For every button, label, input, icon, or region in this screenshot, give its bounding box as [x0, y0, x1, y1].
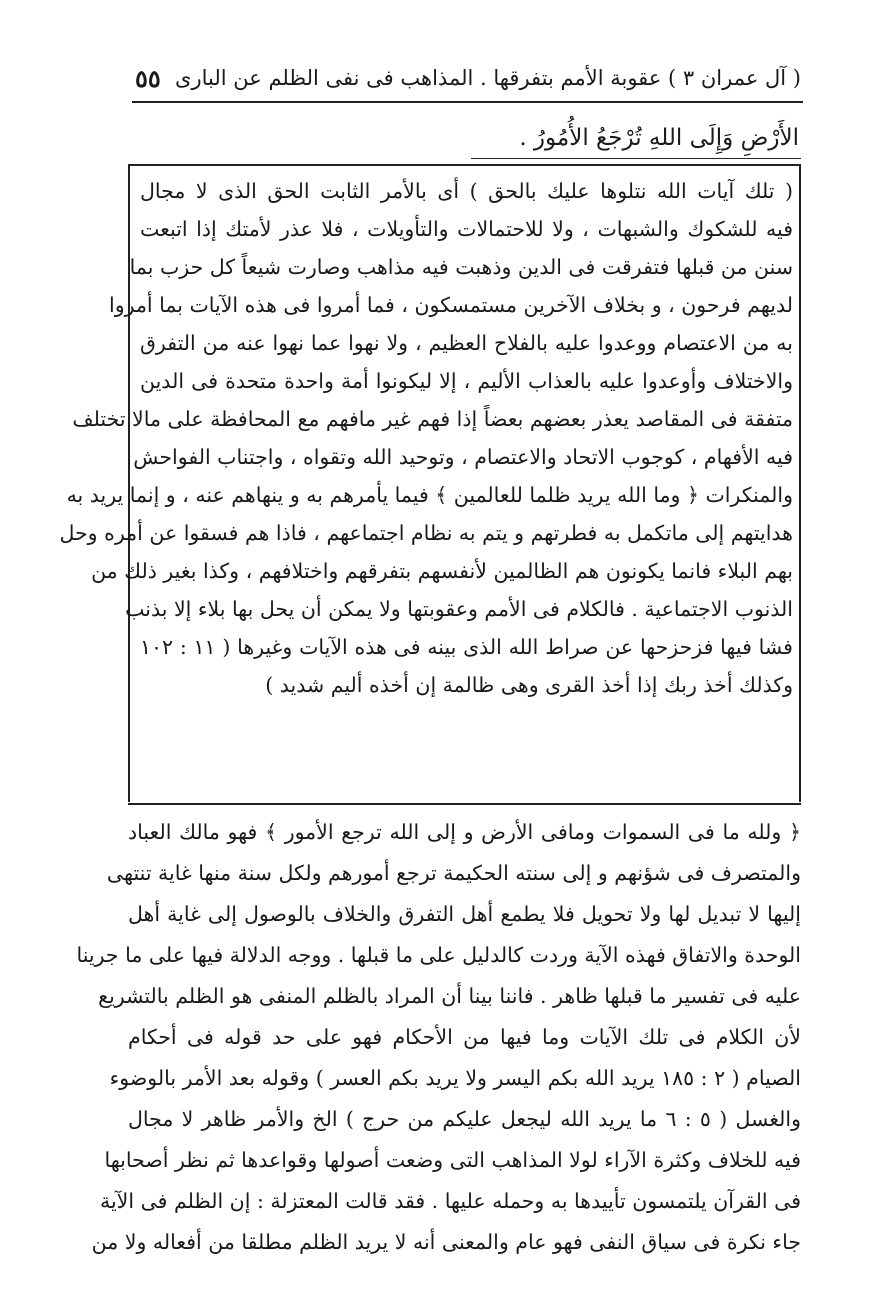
text-line: سنن من قبلها فتفرقت فى الدين وذهبت فيه مذاهب وصارت شيعاً كل حزب بما: [129, 255, 793, 279]
header-rule: [132, 101, 803, 103]
text-line: لأن الكلام فى تلك الآيات وما فيها من الأحكام فهو على حد قوله فى أحكام: [128, 1025, 801, 1049]
page-number: ٥٥: [135, 63, 161, 93]
text-line: والمنكرات ﴿ وما الله يريد ظلما للعالمين ﴾ فيما يأمرهم به و ينهاهم عنه ، و إنما يريد به: [66, 483, 793, 507]
boxed-commentary: [59, 172, 793, 704]
text-line: ( تلك آيات الله نتلوها عليك بالحق ) أى بالأمر الثابت الحق الذى لا مجال: [140, 179, 793, 203]
text-line: إليها لا تبديل لها ولا تحويل فلا يطمع أهل التفرق والخلاف بالوصول إلى غاية أهل: [128, 902, 801, 926]
text-line: وكذلك أخذ ربك إذا أخذ القرى وهى ظالمة إن أخذه أليم شديد ): [265, 673, 793, 697]
text-line: والاختلاف وأوعدوا عليه بالعذاب الأليم ، إلا ليكونوا أمة واحدة متحدة فى الدين: [140, 369, 793, 393]
text-line: فيه للخلاف وكثرة الآراء لولا المذاهب التى وضعت أصولها وقواعدها ثم نظر أصحابها: [104, 1148, 801, 1172]
text-line: عليه فى تفسير ما قبلها ظاهر . فاننا بينا أن المراد بالظلم المنفى هو الظلم بالتشريع: [98, 984, 801, 1008]
text-line: به من الاعتصام ووعدوا عليه بالفلاح العظيم ، ولا نهوا عما نهوا عنه من التفرق: [140, 331, 793, 355]
text-line: الوحدة والاتفاق فهذه الآية وردت كالدليل على ما قبلها . ووجه الدلالة فيها على ما جرينا: [76, 943, 801, 967]
text-line: متفقة فى المقاصد يعذر بعضهم بعضاً إذا فهم غير مافهم مع المحافظة على مالا تختلف: [72, 407, 793, 431]
text-line: ﴿ ولله ما فى السموات ومافى الأرض و إلى الله ترجع الأمور ﴾ فهو مالك العباد: [128, 820, 801, 844]
text-line: الذنوب الاجتماعية . فالكلام فى الأمم وعقوبتها ولا يمكن أن يحل بها بلاء إلا بذنب: [125, 597, 793, 621]
text-line: لديهم فرحون ، و بخلاف الآخرين مستمسكون ، فما أمروا فى هذه الآيات بما أمروا: [109, 293, 793, 317]
verse-underline: [471, 158, 801, 159]
verse-fragment: الأَرْضِ وَإِلَى اللهِ تُرْجَعُ الأُمُورُ .: [519, 125, 799, 151]
text-line: فشا فيها فزحزحها عن صراط الله الذى بينه فى هذه الآيات وغيرها ( ١١ : ١٠٢: [140, 635, 793, 659]
page-header: [135, 58, 801, 98]
text-line: والغسل ( ٥ : ٦ ما يريد الله ليجعل عليكم من حرج ) الخ والأمر ظاهر لا مجال: [128, 1107, 801, 1131]
text-line: فيه الأفهام ، كوجوب الاتحاد والاعتصام ، وتوحيد الله وتقواه ، واجتناب الفواحش: [133, 445, 793, 469]
text-line: بهم البلاء فانما يكونون هم الظالمين لأنفسهم بتفرقهم واختلافهم ، وكذا بغير ذلك من: [91, 559, 793, 583]
text-line: والمتصرف فى شؤنهم و إلى سنته الحكيمة ترجع أمورهم ولكل سنة منها غاية تنتهى: [106, 861, 801, 885]
text-line: فيه للشكوك والشبهات ، ولا للاحتمالات والتأويلات ، فلا عذر لأمتك إذا اتبعت: [140, 217, 793, 241]
text-line: الصيام ( ٢ : ١٨٥ يريد الله بكم اليسر ولا يريد بكم العسر ) وقوله بعد الأمر بالوضوء: [109, 1066, 801, 1090]
main-commentary: [76, 812, 801, 1263]
running-title: ( آل عمران ٣ ) عقوبة الأمم بتفرقها . المذاهب فى نفى الظلم عن البارى: [175, 66, 801, 90]
text-line: جاء نكرة فى سياق النفى فهو عام والمعنى أنه لا يريد الظلم مطلقا من أفعاله ولا من: [91, 1230, 801, 1254]
box-bottom-border: [128, 803, 801, 805]
text-line: فى القرآن يلتمسون تأييدها به وحمله عليها . فقد قالت المعتزلة : إن الظلم فى الآية: [99, 1189, 801, 1213]
text-line: هدايتهم إلى ماتكمل به فطرتهم و يتم به نظام اجتماعهم ، فاذا هم فسقوا عن أمره وحل: [59, 521, 793, 545]
